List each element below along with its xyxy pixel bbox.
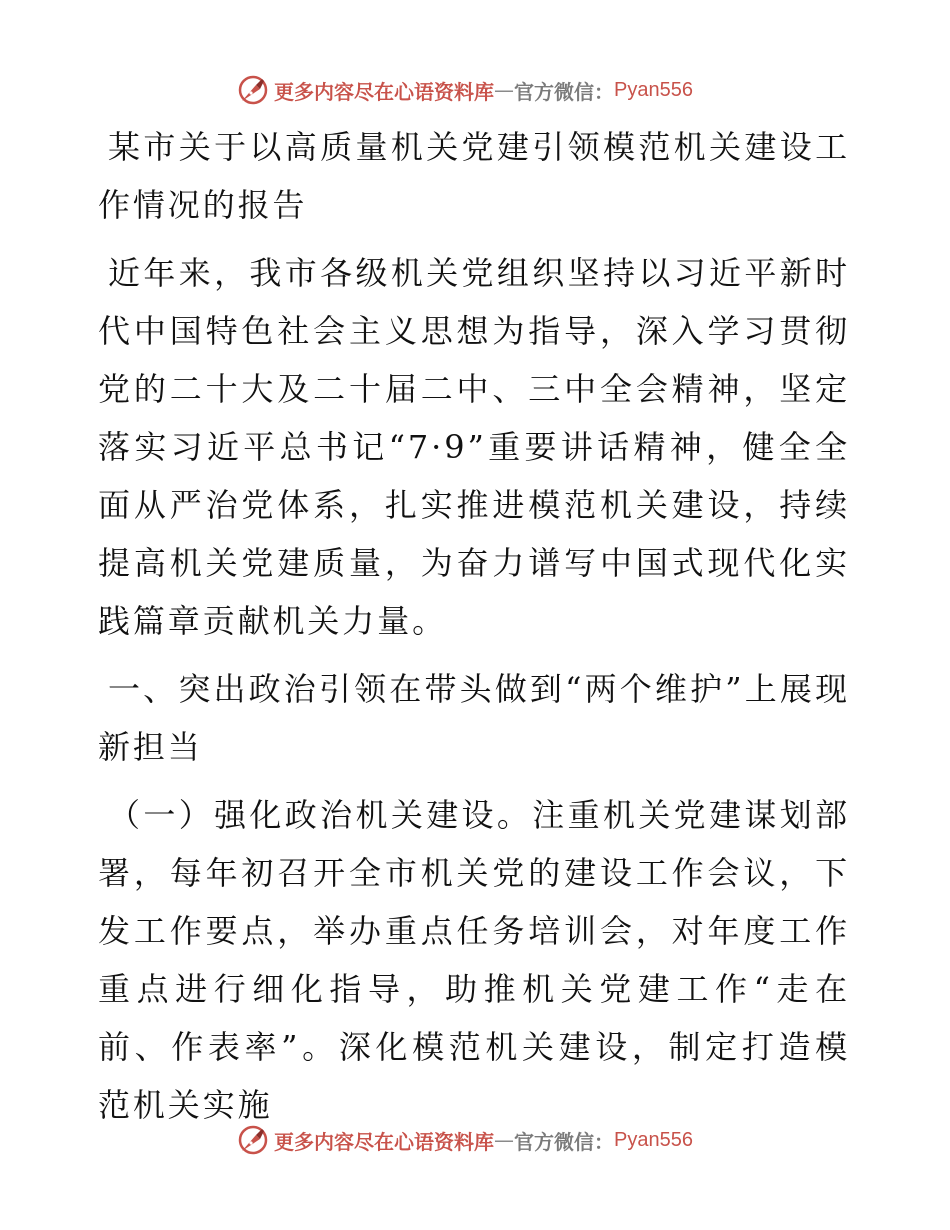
watermark-footer: [236, 1123, 693, 1157]
section-heading-1: 一、突出政治引领在带头做到“两个维护”上展现新担当: [98, 670, 850, 766]
document-body: [98, 118, 850, 1134]
pen-nib-logo-icon: [236, 1123, 270, 1157]
watermark-main-text: 更多内容尽在心语资料库: [274, 79, 494, 104]
watermark-header: [236, 73, 693, 107]
watermark-separator: —: [494, 1128, 514, 1152]
watermark-main-text: 更多内容尽在心语资料库: [274, 1129, 494, 1154]
paragraph-intro: 近年来，我市各级机关党组织坚持以习近平新时代中国特色社会主义思想为指导，深入学习贯彻党的二十大及二十届二中、三中全会精神，坚定落实习近平总书记“7·9”重要讲话精神，健全全面从严治党体系，扎实推进模范机关建设，持续提高机关党建质量，为奋力谱写中国式现代化实践篇章贡献机关力量。: [98, 254, 850, 640]
watermark-wechat-label: 官方微信：: [514, 79, 614, 104]
paragraph-subsection-1: （一）强化政治机关建设。注重机关党建谋划部署，每年初召开全市机关党的建设工作会议，下发工作要点，举办重点任务培训会，对年度工作重点进行细化指导，助推机关党建工作“走在前、作表率”。深化模范机关建设，制定打造模范机关实施: [98, 796, 850, 1124]
pen-nib-logo-icon: [236, 73, 270, 107]
watermark-wechat-id: Pyan556: [614, 78, 693, 101]
watermark-separator: —: [494, 78, 514, 102]
document-title: 某市关于以高质量机关党建引领模范机关建设工作情况的报告: [98, 128, 850, 224]
watermark-wechat-label: 官方微信：: [514, 1129, 614, 1154]
watermark-wechat-id: Pyan556: [614, 1128, 693, 1151]
